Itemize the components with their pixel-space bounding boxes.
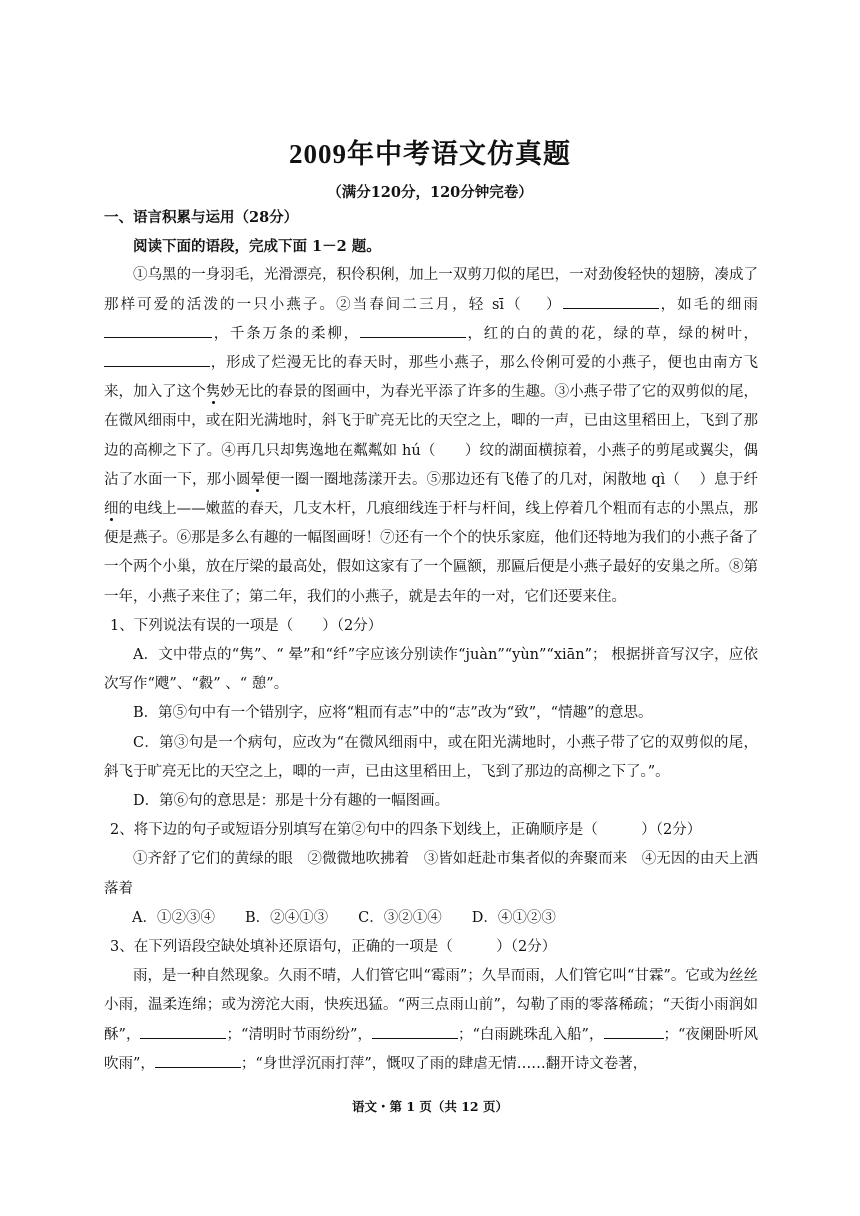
answer-blank[interactable] <box>563 293 659 309</box>
question-1-option-c: C．第③句是一个病句，应改为“在微风细雨中，或在阳光满地时，小燕子带了它的双剪似的尾，斜飞于旷亮无比的天空之上，唧的一声，已由这里稻田上，飞到了那边的高柳之下了。”。 <box>104 734 758 780</box>
exam-body <box>104 203 758 1079</box>
answer-blank[interactable] <box>360 322 466 338</box>
question-1-option-b: B．第⑤句中有一个错别字，应将“粗而有志”中的“志”改为“致”，“情趣”的意思。 <box>133 705 653 722</box>
reading-passage <box>104 261 758 611</box>
passage-text: ，形成了烂漫无比的春天时，那些小燕子，那么伶俐可爱的小燕子，便也由南方飞来，加入了这个 <box>104 355 758 401</box>
reading-instruction: 阅读下面的语段，完成下面 1－2 题。 <box>133 238 381 256</box>
question-1-option-a: A．文中带点的“隽”、“ 晕”和“纤”字应该分别读作“juàn”“yùn”“xiān”； 根据拼音写汉字，应依次写作“飕”、“縠” 、“ 憩”。 <box>104 647 758 693</box>
choice-c: C．③②①④ <box>358 909 442 926</box>
choice-a: A．①②③④ <box>132 909 215 926</box>
answer-blank[interactable] <box>604 1023 664 1039</box>
question-1-option-d: D．第⑥句的意思是：那是十分有趣的一幅图画。 <box>133 793 450 810</box>
passage-text: ，千条万条的柔柳， <box>212 325 360 342</box>
answer-blank[interactable] <box>104 322 212 338</box>
page-title: 2009年中考语文仿真题 <box>289 139 571 169</box>
passage-text: ；“清明时节雨纷纷”， <box>226 1026 372 1043</box>
passage-text: 雨，是一种自然现象。久雨不晴，人们管它叫“霉雨”；久旱而雨，人们管它叫“甘霖”。它或为丝丝小雨，温柔连绵；或为滂沱大雨，快疾迅猛。“两三点雨山前”，勾勒了雨的零落稀疏；“天街小雨润如酥”， <box>104 968 758 1043</box>
passage-text: ，红的白的黄的花，绿的草，绿的树叶， <box>465 325 759 342</box>
question-1-stem: 1、下列说法有误的一项是（ ）（2分） <box>110 617 383 634</box>
dotted-char: 细 <box>104 501 119 518</box>
choice-b: B．②④①③ <box>244 909 329 926</box>
question-2-items: ①齐舒了它们的黄绿的眼 ②微微地吹拂着 ③皆如赶赴市集者似的奔聚而来 ④无因的由天上洒落着 <box>104 851 758 897</box>
passage-text: ；“夜阑卧听风吹雨”， <box>104 1026 759 1072</box>
question-3-stem: 3、在下列语段空缺处填补还原语句，正确的一项是（ ）（2分） <box>110 939 557 956</box>
passage-text: 便一圈一圈地荡漾开去。⑤那边还有飞倦了的几对，闲散地 qì（ ）息于纤 <box>265 471 759 488</box>
passage-text: 妙无比的春景的图画中，为春光平添了许多的生趣。③小燕子带了它的双剪似的尾，在微风细雨中，或在阳光满地时，斜飞于旷亮无比的天空之上，唧的一声，已由这里稻田上，飞到了那边的高柳之下了。④再几只却隽逸地在粼粼如 hú（ ）纹的湖面横掠着，小燕子的剪尾或翼尖，偶沾了水面一下，那小圆 <box>104 384 759 488</box>
answer-blank[interactable] <box>140 1023 226 1039</box>
answer-blank[interactable] <box>372 1023 458 1039</box>
page-subtitle: （满分120分，120分钟完卷） <box>327 184 533 201</box>
passage-text: 的电线上——嫩蓝的春天，几支木杆，几痕细线连于杆与杆间，线上停着几个粗而有志的小黑点，那便是燕子。⑥那是多么有趣的一幅图画呀！⑦还有一个个的快乐家庭，他们还特地为我们的小燕子备了一个两个小巢，放在厅梁的最高处，假如这家有了一个匾额，那匾后便是小燕子最好的安巢之所。⑧第一年，小燕子来住了；第二年，我们的小燕子，就是去年的一对，它们还要来住。 <box>104 501 759 605</box>
question-2-choices <box>104 904 758 933</box>
passage-text: ①乌黑的一身羽毛，光滑漂亮，积伶积俐，加上一双剪刀似的尾巴，一对劲俊轻快的翅膀，凑成了那样可爱的活泼的一只小燕子。②当春间二三月，轻 sī（ ） <box>104 267 758 313</box>
section-heading: 一、语言积累与运用（28分） <box>104 209 299 226</box>
dotted-char: 晕 <box>250 471 266 488</box>
passage-text: ；“身世浮沉雨打萍”，慨叹了雨的肆虐无情……翻开诗文卷著， <box>240 1055 648 1072</box>
question-3-text <box>104 962 758 1079</box>
answer-blank[interactable] <box>104 351 210 367</box>
dotted-char: 隽 <box>205 384 221 401</box>
passage-text: ，如毛的细雨 <box>658 296 759 313</box>
question-2-stem: 2、将下边的句子或短语分别填写在第②句中的四条下划线上，正确顺序是（ ）（2分） <box>110 822 702 839</box>
passage-text: ；“白雨跳珠乱入船”， <box>457 1026 604 1043</box>
choice-d: D．④①②③ <box>471 909 556 926</box>
answer-blank[interactable] <box>155 1052 241 1068</box>
page-footer: 语文・第 1 页（共 12 页） <box>351 1099 508 1114</box>
